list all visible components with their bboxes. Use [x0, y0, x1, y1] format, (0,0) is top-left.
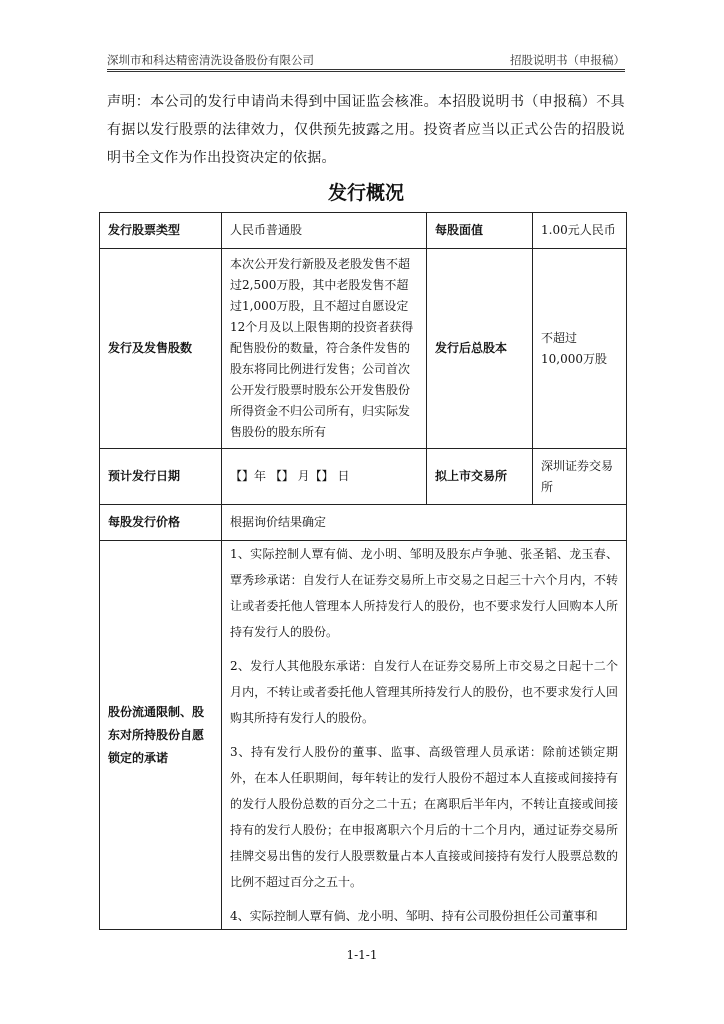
header-document-type: 招股说明书（申报稿）: [510, 53, 625, 67]
header-rule: [107, 71, 625, 72]
table-row: [100, 449, 627, 505]
lockup-commitment-content: [222, 541, 627, 930]
running-header: [107, 50, 625, 68]
commitment-paragraph: 4、实际控制人覃有倘、龙小明、邹明、持有公司股份担任公司董事和: [230, 909, 598, 923]
par-value-label: 每股面值: [427, 213, 533, 249]
issue-date-label: 预计发行日期: [100, 449, 222, 505]
total-shares-value: 不超过10,000万股: [533, 249, 627, 449]
lockup-commitment-label: 股份流通限制、股东对所持股份自愿锁定的承诺: [100, 541, 222, 930]
table-row: [100, 249, 627, 449]
commitment-paragraph: 1、实际控制人覃有倘、龙小明、邹明及股东卢争驰、张圣韬、龙玉春、覃秀珍承诺：自发行人在证券交易所上市交易之日起三十六个月内，不转让或者委托他人管理本人所持发行人的股份，也不要求发行人回购本人所持有发行人的股份。: [230, 547, 618, 639]
issue-shares-value: 本次公开发行新股及老股发售不超过2,500万股，其中老股发售不超过1,000万股，且不超过自愿设定12个月及以上限售期的投资者获得配售股份的数量，符合条件发售的股东将同比例进行发售；公司首次公开发行股票时股东公开发售股份所得资金不归公司所有，归实际发售股份的股东所有: [222, 249, 427, 449]
disclaimer-statement: 声明：本公司的发行申请尚未得到中国证监会核准。本招股说明书（申报稿）不具有据以发行股票的法律效力，仅供预先披露之用。投资者应当以正式公告的招股说明书全文作为作出投资决定的依据。: [107, 94, 625, 166]
stock-type-value: 人民币普通股: [222, 213, 427, 249]
issue-shares-label: 发行及发售股数: [100, 249, 222, 449]
exchange-value: 深圳证券交易所: [533, 449, 627, 505]
total-shares-label: 发行后总股本: [427, 249, 533, 449]
issue-price-label: 每股发行价格: [100, 505, 222, 541]
page-number: 1-1-1: [346, 948, 378, 962]
issuance-overview-table: [99, 212, 627, 930]
table-row: [100, 505, 627, 541]
header-company-name: 深圳市和科达精密清洗设备股份有限公司: [107, 53, 314, 67]
header-rule: [107, 69, 625, 70]
stock-type-label: 发行股票类型: [100, 213, 222, 249]
par-value-value: 1.00元人民币: [533, 213, 627, 249]
issue-date-value: 【】年 【】 月【】 日: [222, 449, 427, 505]
table-row: [100, 213, 627, 249]
issue-price-value: 根据询价结果确定: [222, 505, 627, 541]
commitment-paragraph: 2、发行人其他股东承诺：自发行人在证券交易所上市交易之日起十二个月内，不转让或者委托他人管理其所持发行人的股份，也不要求发行人回购其所持有发行人的股份。: [230, 659, 618, 725]
section-title: 发行概况: [327, 182, 404, 204]
exchange-label: 拟上市交易所: [427, 449, 533, 505]
commitment-paragraph: 3、持有发行人股份的董事、监事、高级管理人员承诺：除前述锁定期外，在本人任职期间，每年转让的发行人股份不超过本人直接或间接持有的发行人股份总数的百分之二十五；在离职后半年内，不转让直接或间接持有的发行人股份；在申报离职六个月后的十二个月内，通过证券交易所挂牌交易出售的发行人股票数量占本人直接或间接持有发行人股票总数的比例不超过百分之五十。: [230, 745, 618, 889]
table-row: [100, 541, 627, 930]
